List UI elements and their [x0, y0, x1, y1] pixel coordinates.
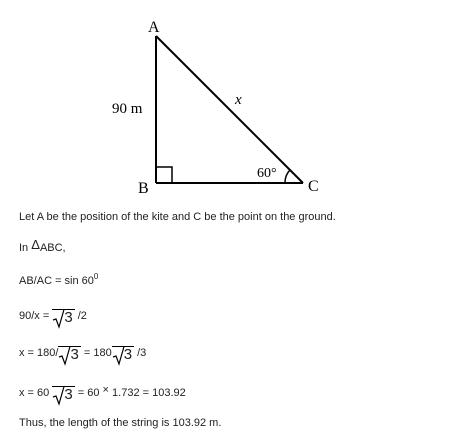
sqrt-symbol [52, 309, 74, 326]
side-label-ab: 90 m [112, 101, 143, 117]
angle-arc [285, 170, 290, 183]
solution-line-4 [19, 309, 87, 326]
line5-prefix: x = 180/ [19, 347, 59, 359]
line5-mid: = 180 [83, 347, 112, 359]
side-label-ac: x [235, 92, 242, 108]
vertex-label-c: C [308, 178, 319, 195]
vertex-label-a: A [148, 19, 160, 36]
right-angle-marker [156, 167, 172, 183]
line4-suffix: /2 [77, 310, 87, 322]
line4-prefix: 90/x = [19, 310, 50, 322]
line2-suffix: ABC, [39, 242, 66, 254]
line2-prefix: In [19, 242, 29, 254]
angle-label: 60° [257, 166, 277, 181]
solution-line-7: Thus, the length of the string is 103.92 m. [19, 417, 222, 429]
line6-eq: = 60 [77, 387, 100, 399]
solution-line-1: Let A be the position of the kite and C be the point on the ground. [19, 211, 336, 223]
solution-line-5 [19, 346, 146, 363]
side-ac [156, 36, 303, 183]
vertex-label-b: B [138, 180, 149, 197]
solution-line-6 [19, 384, 186, 403]
degree-superscript: 0 [93, 272, 99, 281]
triangle-symbol: Δ [31, 237, 40, 252]
line5-suffix: /3 [137, 347, 147, 359]
radicand: 3 [52, 309, 74, 326]
radicand: 3 [58, 346, 80, 363]
times-symbol: × [102, 384, 109, 396]
solution-line-2 [19, 237, 66, 254]
triangle-figure [0, 0, 461, 205]
sqrt-symbol [112, 346, 134, 363]
solution-line-3 [19, 272, 98, 287]
line6-prefix: x = 60 [19, 387, 50, 399]
sqrt-symbol [58, 346, 80, 363]
radicand: 3 [112, 346, 134, 363]
line3-text: AB/AC = sin 60 [19, 275, 94, 287]
line6-rest: 1.732 = 103.92 [112, 387, 186, 399]
sqrt-symbol [52, 386, 74, 403]
radicand: 3 [52, 386, 74, 403]
